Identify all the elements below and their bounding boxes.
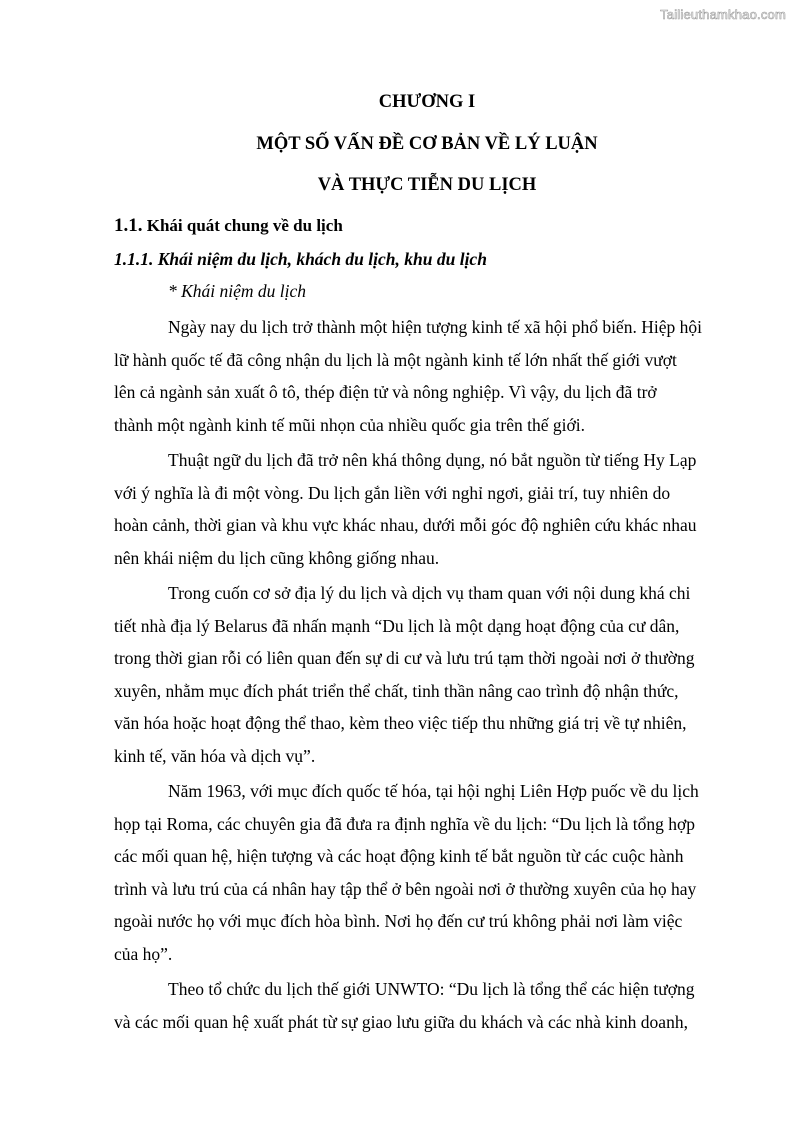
paragraph-line: kinh tế, văn hóa và dịch vụ”. xyxy=(114,745,316,766)
paragraph-line: Thuật ngữ du lịch đã trở nên khá thông dụng, nó bắt nguồn từ tiếng Hy Lạp xyxy=(168,450,697,470)
paragraph-line: hoàn cảnh, thời gian và khu vực khác nhau, dưới mỗi góc độ nghiên cứu khác nhau xyxy=(114,515,697,535)
paragraph-line: trình và lưu trú của cá nhân hay tập thể ở bên ngoài nơi ở thường xuyên của họ hay xyxy=(114,878,697,899)
chapter-title-line-1: MỘT SỐ VẤN ĐỀ CƠ BẢN VỀ LÝ LUẬN xyxy=(256,134,598,154)
paragraph-5 xyxy=(114,973,740,1038)
paragraph-line: với ý nghĩa là đi một vòng. Du lịch gắn liền với nghỉ ngơi, giải trí, tuy nhiên do xyxy=(114,482,671,503)
paragraph-line: của họ”. xyxy=(114,943,173,964)
paragraph-line: lên cả ngành sản xuất ô tô, thép điện tử và nông nghiệp. Vì vậy, du lịch đã trở xyxy=(114,382,657,402)
paragraph-line: và các mối quan hệ xuất phát từ sự giao lưu giữa du khách và các nhà kinh doanh, xyxy=(114,1011,688,1032)
paragraph-line: Ngày nay du lịch trở thành một hiện tượng kinh tế xã hội phổ biến. Hiệp hội xyxy=(168,317,702,337)
paragraph-line: văn hóa hoặc hoạt động thể thao, kèm theo việc tiếp thu những giá trị về tự nhiên, xyxy=(114,713,687,733)
item-heading: * Khái niệm du lịch xyxy=(168,281,307,301)
section-number: 1.1. xyxy=(114,215,143,236)
paragraph-line: trong thời gian rỗi có liên quan đến sự di cư và lưu trú tạm thời ngoài nơi ở thường xyxy=(114,648,695,668)
chapter-title-line-2: VÀ THỰC TIỄN DU LỊCH xyxy=(317,175,537,195)
paragraph-line: Năm 1963, với mục đích quốc tế hóa, tại hội nghị Liên Hợp puốc về du lịch xyxy=(168,781,699,801)
paragraph-line: ngoài nước họ với mục đích hòa bình. Nơi họ đến cư trú không phải nơi làm việc xyxy=(114,911,683,931)
paragraph-2 xyxy=(114,444,740,574)
paragraph-1 xyxy=(114,311,740,441)
paragraph-3 xyxy=(114,577,740,772)
paragraph-4 xyxy=(114,775,740,970)
document-page xyxy=(114,90,740,1041)
watermark-text: Tailieuthamkhao.com xyxy=(660,7,786,22)
section-heading xyxy=(114,214,740,238)
paragraph-line: lữ hành quốc tế đã công nhận du lịch là một ngành kinh tế lớn nhất thế giới vượt xyxy=(114,349,677,370)
paragraph-line: thành một ngành kinh tế mũi nhọn của nhiều quốc gia trên thế giới. xyxy=(114,414,585,435)
paragraph-line: Trong cuốn cơ sở địa lý du lịch và dịch vụ tham quan với nội dung khá chi xyxy=(168,583,691,603)
paragraph-line: tiết nhà địa lý Belarus đã nhấn mạnh “Du lịch là một dạng hoạt động của cư dân, xyxy=(114,615,680,636)
paragraph-line: xuyên, nhằm mục đích phát triển thể chất, tinh thần nâng cao trình độ nhận thức, xyxy=(114,680,679,701)
paragraph-line: nên khái niệm du lịch cũng không giống nhau. xyxy=(114,547,440,568)
chapter-label: CHƯƠNG I xyxy=(378,92,476,112)
paragraph-line: Theo tổ chức du lịch thế giới UNWTO: “Du lịch là tổng thể các hiện tượng xyxy=(168,979,695,999)
subsection-heading: 1.1.1. Khái niệm du lịch, khách du lịch, khu du lịch xyxy=(114,249,487,269)
section-title: Khái quát chung về du lịch xyxy=(142,216,343,235)
paragraph-line: các mối quan hệ, hiện tượng và các hoạt động kinh tế bắt nguồn từ các cuộc hành xyxy=(114,846,684,866)
paragraph-line: họp tại Roma, các chuyên gia đã đưa ra định nghĩa về du lịch: “Du lịch là tổng hợp xyxy=(114,813,696,834)
